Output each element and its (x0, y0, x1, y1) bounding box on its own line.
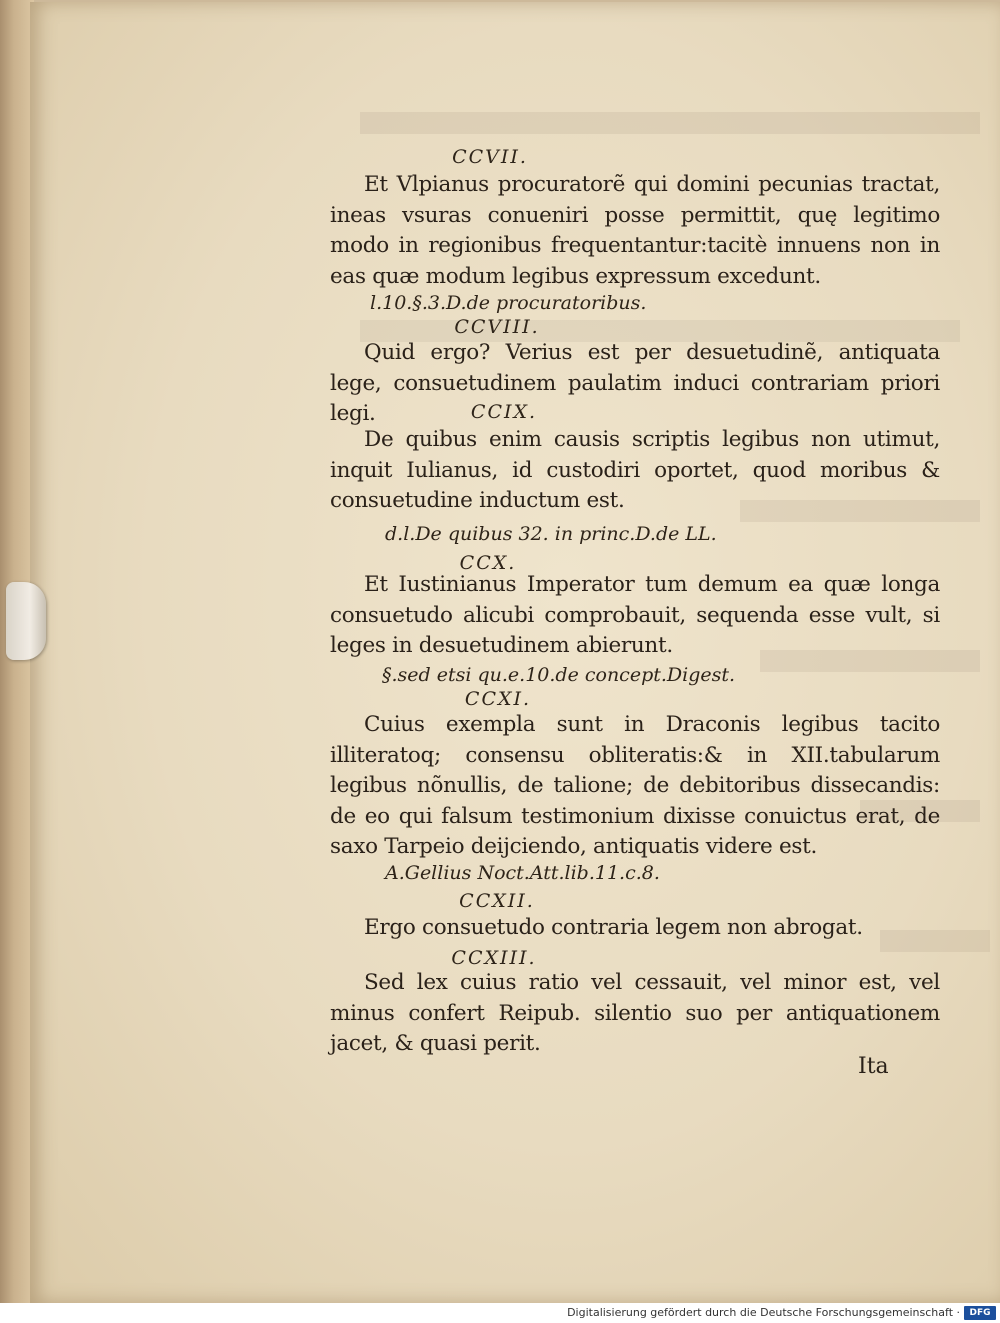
section-text: Sed lex cuius ratio vel cessauit, vel minor est, vel minus confert Reipub. silentio suo per antiquationem jacet, & quasi perit. (330, 970, 940, 1056)
dfg-logo-icon: DFG (964, 1306, 996, 1320)
section-number: CCX. (459, 552, 517, 574)
section-number: CCXIII. (451, 947, 537, 969)
funding-credit: Digitalisierung gefördert durch die Deutsche Forschungsgemeinschaft · (567, 1306, 960, 1319)
section-citation: A.Gellius Noct.Att.lib.11.c.8. (385, 862, 660, 884)
section-number: CCVII. (452, 146, 528, 168)
section-text: Et Iustinianus Imperator tum demum ea quæ longa consuetudo alicubi comprobauit, sequenda esse vult, si leges in desuetudinem abierunt. (330, 572, 940, 658)
section-text: Cuius exempla sunt in Draconis legibus tacito illiteratoq; consensu obliteratis:& in XII.tabularum legibus nõnullis, de talione; de debitoribus dissecandis: de eo qui falsum testimonium dixisse conuictus erat, de saxo Tarpeio deijciendo, antiquatis videre est. (330, 712, 940, 859)
section-number: CCXII. (459, 890, 535, 912)
catchword: Ita (858, 1054, 889, 1079)
section-number: CCVIII. (454, 316, 540, 338)
section-number: CCXI. (464, 688, 532, 710)
section-text: Ergo consuetudo contraria legem non abrogat. (364, 915, 863, 940)
section-citation: l.10.§.3.D.de procuratoribus. (370, 292, 647, 314)
section-citation: §.sed etsi qu.e.10.de concept.Digest. (382, 664, 736, 686)
section-citation: d.l.De quibus 32. in princ.D.de LL. (385, 523, 717, 545)
section-text: Quid ergo? Verius est per desuetudinẽ, antiquata lege, consuetudinem paulatim induci contrariam priori legi. (330, 340, 940, 426)
section-number: CCIX. (470, 401, 538, 423)
section-text: Et Vlpianus procuratorẽ qui domini pecunias tractat, ineas vsuras conueniri posse permittit, quę legitimo modo in regionibus frequentantur:tacitè innuens non in eas quæ modum legibus expressum excedunt. (330, 172, 940, 289)
footer-bar (0, 1303, 1000, 1323)
section-text: De quibus enim causis scriptis legibus non utimut, inquit Iulianus, id custodiri oportet, quod moribus & consuetudine inductum est. (330, 427, 940, 513)
